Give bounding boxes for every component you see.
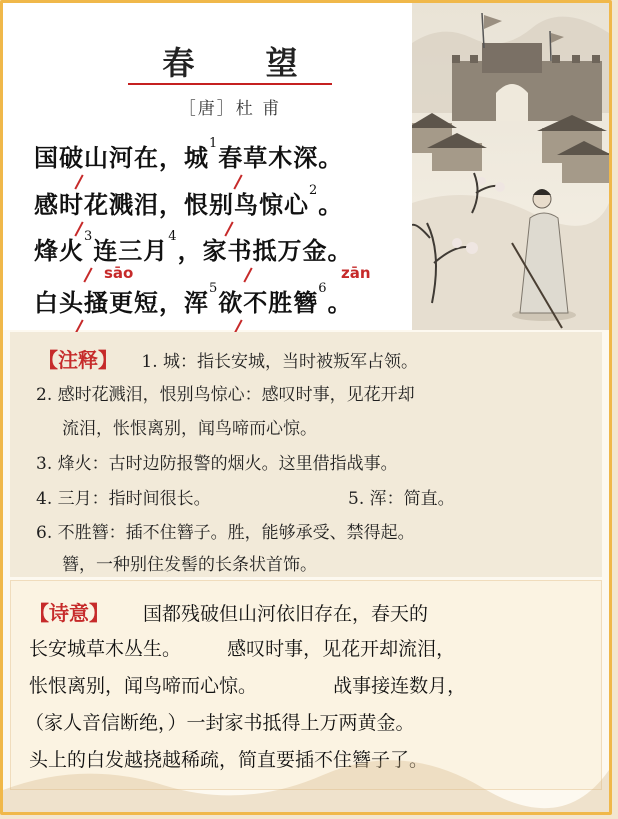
background-wash (3, 730, 609, 812)
verse-line-4: 白头搔更短，浑$^5$欲不胜簪$^6$。 (34, 281, 353, 317)
verse-line-2: 感时花溅泪，恨别鸟惊心$^2$。 (34, 183, 344, 219)
note-3: 3. 烽火：古时边防报警的烟火。这里借指战事。 (36, 454, 398, 474)
note-4: 4. 三月：指时间很长。 (36, 489, 211, 509)
meaning-line: 头上的白发越挠越稀疏，简直要插不住簪子了。 (29, 749, 429, 771)
meaning-line: 战事接连数月， (333, 675, 467, 697)
meaning-heading: 【诗意】 (29, 601, 109, 625)
poem-author: ［唐］杜 甫 (178, 99, 282, 119)
note-2: 2. 感时花溅泪，恨别鸟惊心：感叹时事，见花开却 (36, 385, 415, 405)
verse-line-1: 国破山河在，城$^1$春草木深。 (34, 136, 344, 172)
ink-painting-illustration (412, 3, 609, 330)
note-5: 5. 浑：简直。 (348, 489, 455, 509)
meaning-line: 怅恨离别，闻鸟啼而心惊。 (29, 675, 258, 697)
note-6: 6. 不胜簪：插不住簪子。胜，能够承受、禁得起。 (36, 523, 415, 543)
notes-section (10, 332, 602, 577)
note-1: 1. 城：指长安城，当时被叛军占领。 (141, 352, 419, 372)
verse-line-3: 烽火$^3$连三月$^4$，家书抵万金。 (34, 229, 353, 265)
poem-title: 春 望 (162, 44, 328, 82)
note-2-cont: 流泪，怅恨离别，闻鸟啼而心惊。 (62, 419, 317, 439)
meaning-line: （家人音信断绝，）一封家书抵得上万两黄金。 (25, 712, 415, 734)
notes-heading: 【注释】 (38, 348, 118, 372)
note-6-cont: 簪，一种别住发髻的长条状首饰。 (62, 555, 317, 575)
meaning-line: 国都残破但山河依旧存在，春天的 (143, 603, 429, 625)
meaning-line: 感叹时事，见花开却流泪， (227, 638, 456, 660)
pinyin-sao: sāo (104, 264, 134, 282)
title-underline (128, 83, 332, 85)
meaning-line: 长安城草木丛生。 (29, 638, 182, 660)
pinyin-zan: zān (341, 264, 371, 282)
